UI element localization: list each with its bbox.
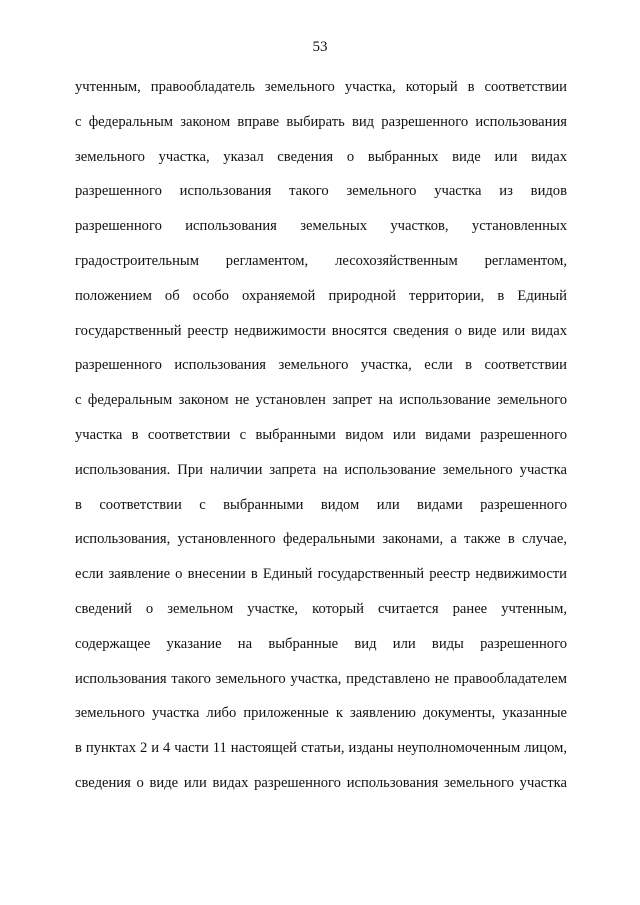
text-line: в соответствии с выбранными видом или видами разрешенного (75, 496, 567, 513)
text-line: использования такого земельного участка, представлено не правообладателем (75, 670, 567, 687)
page-number: 53 (312, 39, 328, 55)
text-line: сведений о земельном участке, который считается ранее учтенным, (75, 600, 567, 617)
body-text (75, 70, 567, 801)
text-line: использования. При наличии запрета на использование земельного участка (75, 461, 567, 478)
text-line: сведения о виде или видах разрешенного использования земельного участка (75, 774, 567, 791)
text-line: участка в соответствии с выбранными видом или видами разрешенного (75, 426, 567, 443)
text-line: с федеральным законом вправе выбирать вид разрешенного использования (75, 113, 567, 130)
text-line: если заявление о внесении в Единый государственный реестр недвижимости (75, 566, 567, 583)
text-line: содержащее указание на выбранные вид или виды разрешенного (75, 635, 567, 652)
text-line: градостроительным регламентом, лесохозяйственным регламентом, (75, 252, 567, 269)
text-line: разрешенного использования такого земельного участка из видов (75, 183, 567, 200)
text-line: учтенным, правообладатель земельного участка, который в соответствии (75, 79, 567, 95)
text-line: разрешенного использования земельного участка, если в соответствии (75, 357, 567, 374)
text-line: разрешенного использования земельных участков, установленных (75, 218, 567, 235)
text-line: в пунктах 2 и 4 части 11 настоящей статьи, изданы неуполномоченным лицом, (75, 740, 567, 757)
text-line: земельного участка, указал сведения о выбранных виде или видах (75, 148, 567, 165)
text-line: с федеральным законом не установлен запрет на использование земельного (75, 392, 567, 409)
text-line: государственный реестр недвижимости вносятся сведения о виде или видах (75, 322, 567, 339)
text-line: использования, установленного федеральными законами, а также в случае, (75, 531, 567, 548)
text-line: земельного участка либо приложенные к заявлению документы, указанные (75, 705, 567, 722)
text-line: положением об особо охраняемой природной территории, в Единый (75, 287, 567, 304)
